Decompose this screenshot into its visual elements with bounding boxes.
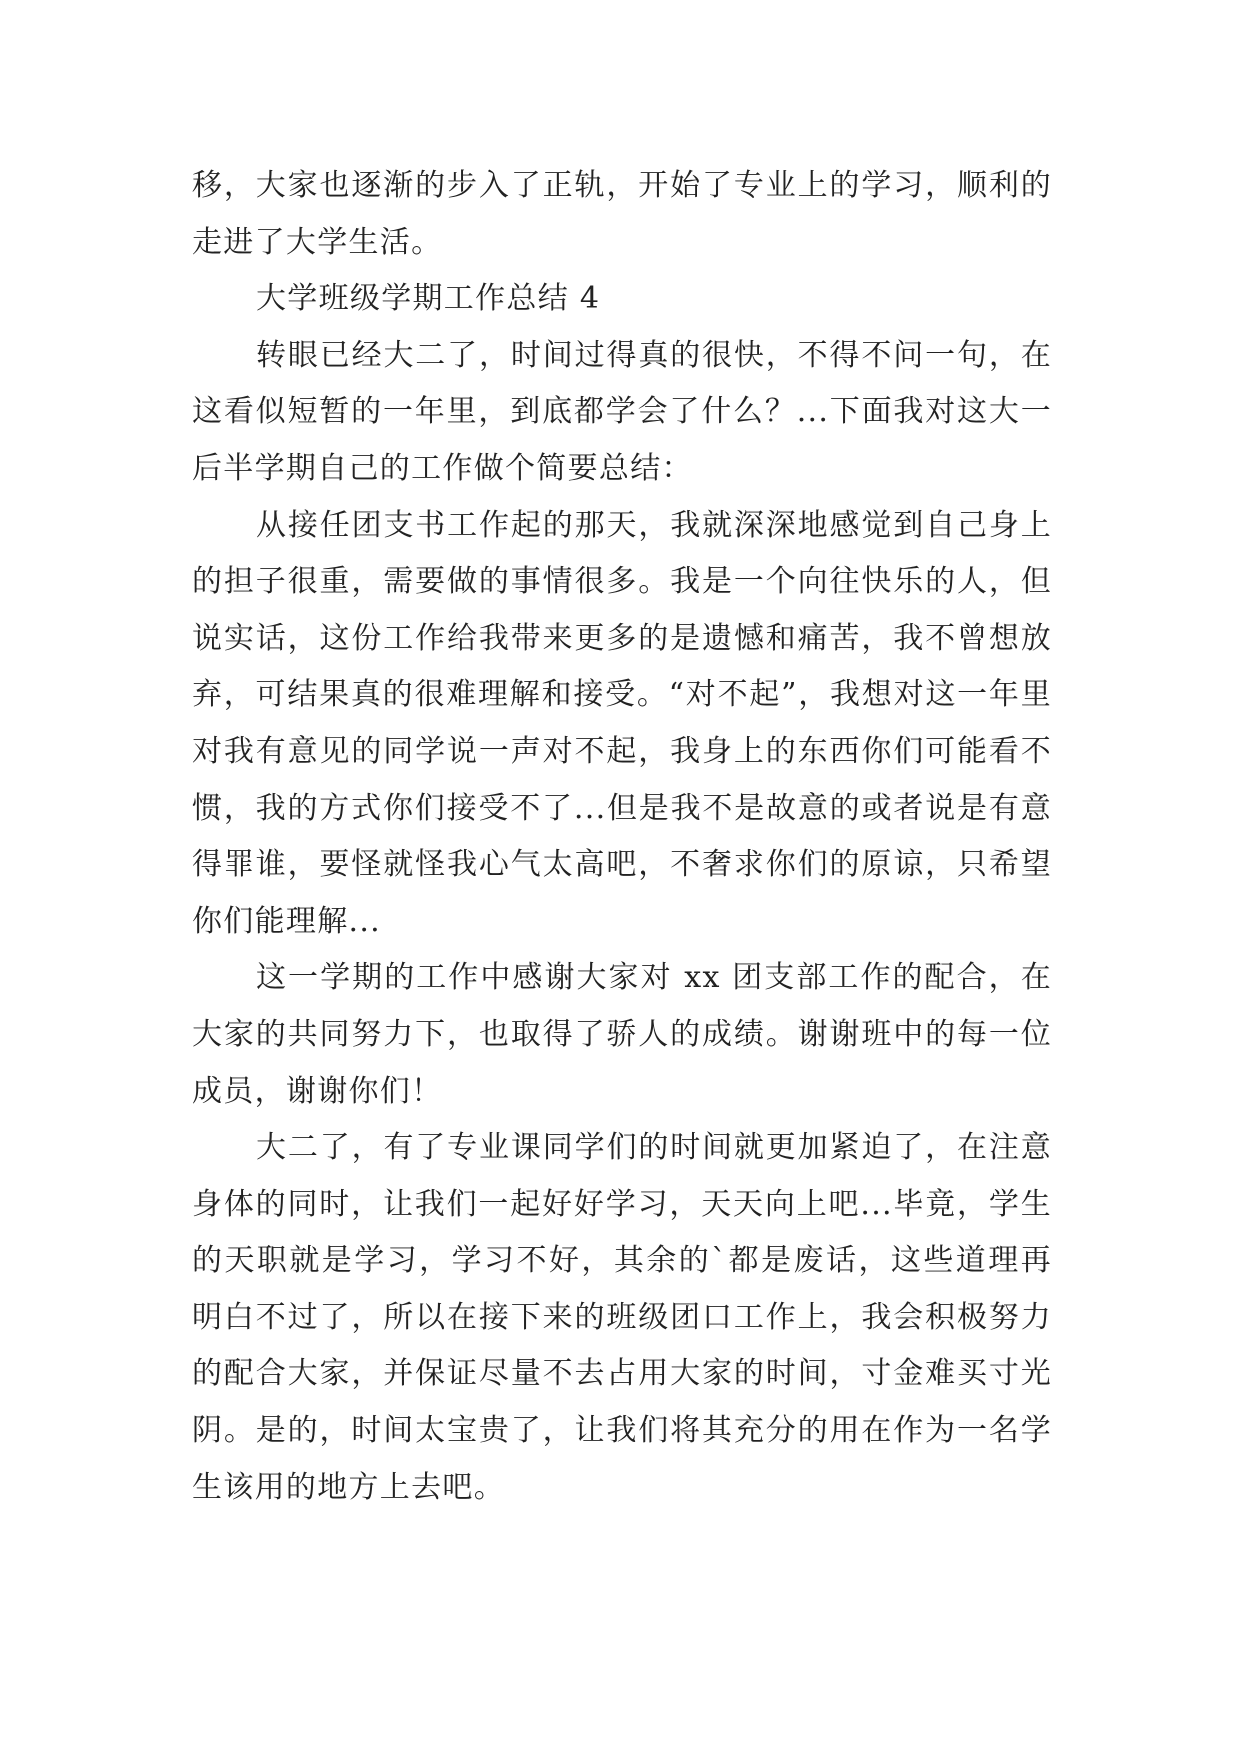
paragraph: 这一学期的工作中感谢大家对 xx 团支部工作的配合，在大家的共同努力下，也取得了骄人的成绩。谢谢班中的每一位成员，谢谢你们！ xyxy=(192,960,1052,1109)
section-heading: 大学班级学期工作总结 4 xyxy=(256,281,601,317)
document-body xyxy=(192,158,1052,1516)
paragraph-continuation: 移，大家也逐渐的步入了正轨，开始了专业上的学习，顺利的走进了大学生活。 xyxy=(192,168,1052,260)
paragraph: 大二了，有了专业课同学们的时间就更加紧迫了，在注意身体的同时，让我们一起好好学习，天天向上吧...毕竟，学生的天职就是学习，学习不好，其余的`都是废话，这些道理再明白不过了，所以在接下来的班级团口工作上，我会积极努力的配合大家，并保证尽量不去占用大家的时间，寸金难买寸光阴。是的，时间太宝贵了，让我们将其充分的用在作为一名学生该用的地方上去吧。 xyxy=(192,1130,1052,1505)
paragraph: 从接任团支书工作起的那天，我就深深地感觉到自己身上的担子很重，需要做的事情很多。我是一个向往快乐的人，但说实话，这份工作给我带来更多的是遗憾和痛苦，我不曾想放弃，可结果真的很难理解和接受。“对不起”，我想对这一年里对我有意见的同学说一声对不起，我身上的东西你们可能看不惯，我的方式你们接受不了...但是我不是故意的或者说是有意得罪谁，要怪就怪我心气太高吧，不奢求你们的原谅，只希望你们能理解... xyxy=(192,507,1052,939)
paragraph: 转眼已经大二了，时间过得真的很快，不得不问一句，在这看似短暂的一年里，到底都学会了什么？...下面我对这大一后半学期自己的工作做个简要总结： xyxy=(192,337,1052,486)
